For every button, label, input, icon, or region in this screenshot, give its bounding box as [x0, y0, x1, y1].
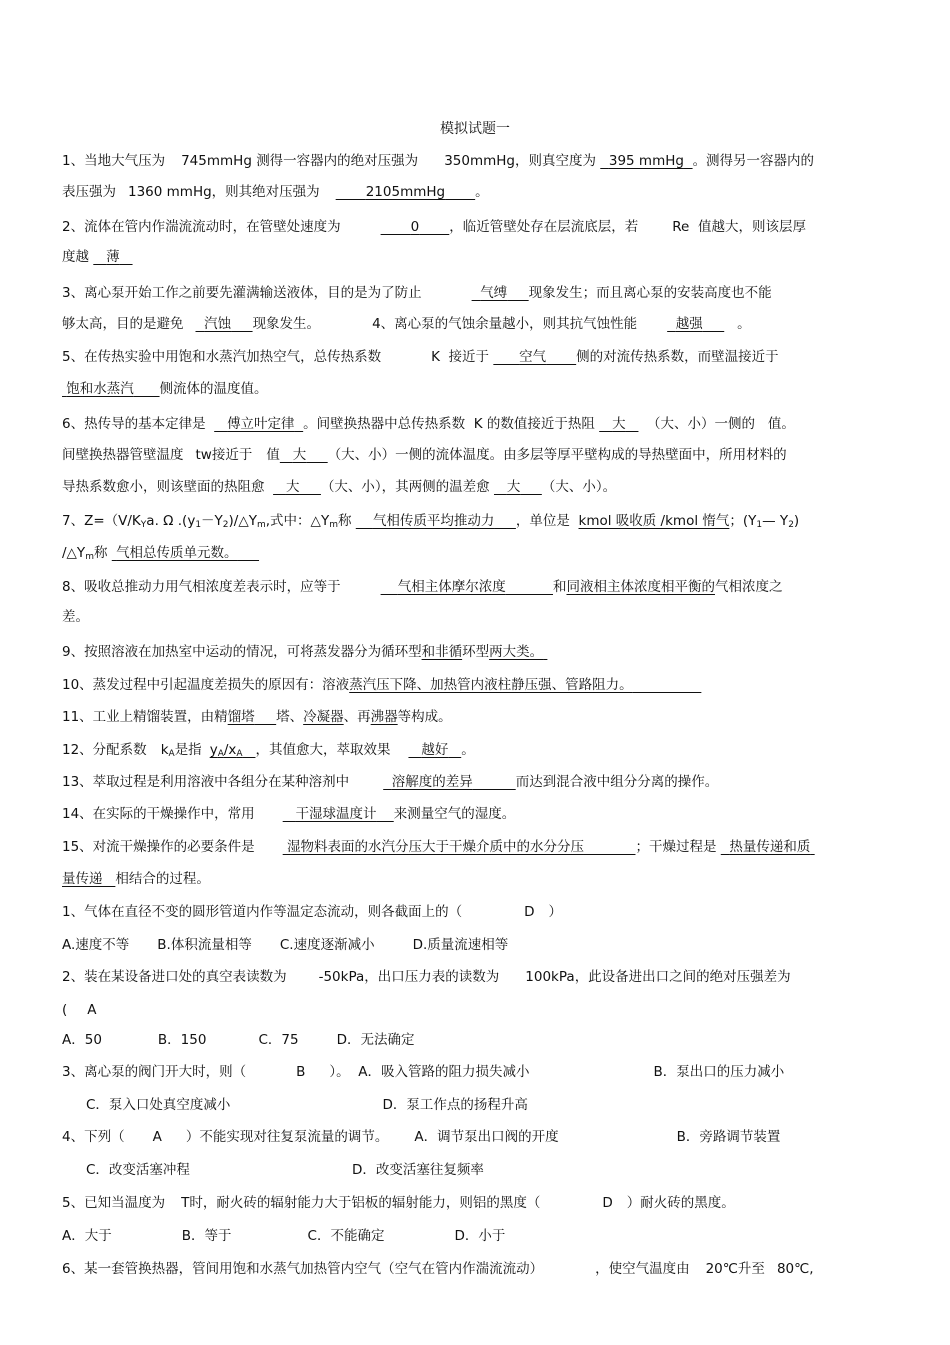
q2-text: ，临近管壁处存在层流底层，若: [449, 219, 639, 235]
answer-blank: 蒸汽压下降、加热管内液柱静压强、管路阻力。: [349, 677, 633, 693]
answer-blank: 冷凝器: [303, 709, 344, 725]
answer-blank: 越好: [421, 742, 449, 758]
answer-blank: 傅立叶定律: [227, 416, 295, 432]
q7-subscript: 1: [756, 520, 763, 530]
mc3-text: ）。: [329, 1064, 350, 1080]
q5-text: 侧流体的温度值。: [159, 381, 268, 397]
mc5-options: [62, 1227, 892, 1245]
mc3-option: B．泵出口的压力减小: [653, 1064, 785, 1080]
q8-text: 8、吸收总推动力用气相浓度差表示时，应等于: [62, 579, 341, 595]
mc2-text: 2、装在某设备进口处的真空表读数为: [62, 969, 287, 985]
q7-text: 7、Z=（V/K: [62, 513, 141, 529]
answer-blank: 2105mmHg: [365, 184, 446, 200]
q4-text: 。: [737, 316, 751, 332]
q3-text: 3、离心泵开始工作之前要先灌满输送液体，目的是为了防止: [62, 285, 422, 301]
mc4-options: [62, 1161, 892, 1179]
answer-blank: 薄: [106, 249, 120, 265]
q2-text: 度越: [62, 249, 89, 265]
q15-line1: [62, 838, 892, 856]
mc6-text: 6、某一套管换热器，管间用饱和水蒸气加热管内空气（空气在管内作湍流流动）: [62, 1261, 544, 1277]
mc5-text: 时，耐火砖的辐射能力大于铝板的辐射能力，则铝的黑度（: [189, 1195, 541, 1211]
page-title: 模拟试题一: [440, 121, 510, 137]
mc3-question: [62, 1063, 892, 1081]
q12-subscript: A: [168, 749, 175, 759]
answer-blank: 溶解度的差异: [391, 774, 473, 790]
q6-line3: [62, 478, 892, 496]
q6-text: K: [473, 416, 483, 432]
q10-text: 10、蒸发过程中引起温度差损失的原因有：溶液: [62, 677, 350, 693]
answer-blank: 气缚: [480, 285, 508, 301]
mc5-option: A．大于: [62, 1228, 112, 1244]
q15-text: ；干燥过程是: [635, 839, 717, 855]
q13-line: [62, 773, 892, 791]
q6-text: （大、小），其两侧的温差愈: [320, 479, 490, 495]
q5-line2: [62, 380, 892, 398]
mc4-option: A．调节泵出口阀的开度: [414, 1129, 559, 1145]
mc2-answer-line: [62, 1001, 892, 1019]
answer-blank: 沸器: [370, 709, 398, 725]
mc3-option: C．泵入口处真空度减小: [86, 1097, 231, 1113]
mc4-question: [62, 1128, 892, 1146]
mc5-text: ）耐火砖的黑度。: [626, 1195, 735, 1211]
mc2-text: ，此设备进出口之间的绝对压强差为: [574, 969, 791, 985]
q10-line: [62, 676, 892, 694]
q1-line2: [62, 183, 892, 201]
q6-text: 6、热传导的基本定律是: [62, 416, 206, 432]
q2-text: 2、流体在管内作湍流流动时，在管壁处速度为: [62, 219, 341, 235]
mc3-text: 3、离心泵的阀门开大时，则（: [62, 1064, 247, 1080]
q8-text: 和: [552, 579, 567, 595]
q7-text: — Y: [762, 513, 789, 529]
q1-value: 350mmHg: [444, 153, 515, 169]
q7-text: ；(Y: [729, 513, 757, 529]
q7-text: /△Y: [62, 545, 86, 561]
answer-blank: 大: [506, 479, 521, 495]
q7-subscript: m: [329, 520, 338, 530]
mc2-option: D．无法确定: [336, 1032, 415, 1048]
answer-blank: 饱和水蒸汽: [66, 381, 134, 397]
mc6-text: 20℃升至: [705, 1261, 765, 1277]
q15-text: 相结合的过程。: [115, 871, 210, 887]
q1-line1: [62, 152, 892, 170]
answer-blank: 气相主体摩尔浓度: [397, 579, 506, 595]
q6-text: 接近于: [211, 447, 253, 463]
q12-text: ，其值愈大，萃取效果: [255, 742, 391, 758]
mc4-option: C．改变活塞冲程: [86, 1162, 190, 1178]
q5-text: 侧的对流传热系数，而壁温接近于: [576, 349, 779, 365]
mc1-options: [62, 936, 892, 954]
q7-subscript: m: [256, 520, 266, 530]
mc1-question: [62, 903, 892, 921]
mc2-text: (: [62, 1002, 68, 1018]
mc1-option: B.体积流量相等: [157, 937, 252, 953]
mc4-option: B．旁路调节装置: [676, 1129, 781, 1145]
mc1-text: ）: [548, 904, 562, 920]
mc1-option: D.质量流速相等: [412, 937, 509, 953]
q11-text: 等构成。: [397, 709, 452, 725]
q5-text: 5、在传热实验中用饱和水蒸汽加热空气，总传热系数: [62, 349, 382, 365]
mc2-option: A．50: [62, 1032, 102, 1048]
q7-subscript: m: [85, 552, 94, 562]
q6-line1: [62, 415, 892, 433]
answer-blank: 大: [612, 416, 626, 432]
mc3-options: [62, 1096, 892, 1114]
q1-text: 。: [475, 184, 489, 200]
q9-text: 环型: [462, 644, 490, 660]
mc1-option: C.速度逐渐减小: [279, 937, 375, 953]
mc4-text: ）不能实现对往复泵流量的调节。: [185, 1129, 389, 1145]
q7-subscript: Y: [140, 520, 147, 530]
q1-text: 1、当地大气压为: [62, 153, 166, 169]
q3-line1: [62, 284, 892, 302]
answer-blank: 馏塔: [227, 709, 255, 725]
mc5-question: [62, 1194, 892, 1212]
q11-line: [62, 708, 892, 726]
q1-value: 745mmHg: [181, 153, 252, 169]
q6-text: 的数值接近于热阻: [486, 416, 595, 432]
q6-line2: [62, 446, 892, 464]
answer-blank: 干湿球温度计: [295, 806, 377, 822]
q13-text: 而达到混合液中组分分离的操作。: [515, 774, 719, 790]
mc4-text: 4、下列（: [62, 1129, 125, 1145]
q1-text: 测得一容器内的绝对压强为: [256, 153, 419, 169]
q7-line2: [62, 544, 892, 562]
q9-line: [62, 643, 892, 661]
mc5-option: D．小于: [454, 1228, 506, 1244]
mc1-text: 1、气体在直径不变的圆形管道内作等温定态流动，则各截面上的（: [62, 904, 463, 920]
q2-line1: [62, 218, 892, 236]
q6-text: 值。: [767, 416, 795, 432]
mc2-options: [62, 1031, 892, 1049]
answer-blank: kmol 吸收质 /kmol 惰气: [578, 513, 730, 529]
q11-text: 11、工业上精馏装置，由精: [62, 709, 228, 725]
q4-text: 4、离心泵的气蚀余量越小，则其抗气蚀性能: [372, 316, 638, 332]
answer-blank: 量传递: [62, 871, 103, 887]
q2-text: Re: [672, 219, 690, 235]
mc5-answer: D: [602, 1195, 613, 1211]
q6-text: 间壁换热器管壁温度: [62, 447, 184, 463]
q12-text: 12、分配系数: [62, 742, 147, 758]
q7-text: a. Ω .(y: [146, 513, 196, 529]
answer-blank: 大: [285, 479, 300, 495]
q1-text: ，则其绝对压强为: [211, 184, 320, 200]
answer-blank: 395 mmHg: [608, 153, 684, 169]
mc2-value: 100kPa: [525, 969, 575, 985]
q1-text: 。测得另一容器内的: [692, 153, 815, 169]
q7-subscript: 2: [788, 520, 794, 530]
mc2-option: C．75: [258, 1032, 299, 1048]
q3-text: 现象发生；而且离心泵的安装高度也不能: [528, 285, 772, 301]
answer-blank: 气相传质平均推动力: [372, 513, 495, 529]
q14-text: 14、在实际的干燥操作中，常用: [62, 806, 255, 822]
mc2-question: [62, 968, 892, 986]
q7-subscript: 1: [195, 520, 202, 530]
q5-text: K: [431, 349, 440, 365]
q6-text: 导热系数愈小，则该壁面的热阻愈: [62, 479, 265, 495]
q7-text: 称: [93, 545, 108, 561]
q7-text: )/△Y: [228, 513, 257, 529]
answer-blank: 气相总传质单元数。: [116, 545, 238, 561]
q6-text: tw: [195, 447, 212, 463]
answer-blank: 两大类。: [489, 644, 544, 660]
q6-text: （大、小）一侧的流体温度。由多层等厚平壁构成的导热壁面中，所用材料的: [327, 447, 787, 463]
q5-line1: [62, 348, 892, 366]
q14-text: 来测量空气的湿度。: [393, 806, 516, 822]
mc2-value: -50kPa: [318, 969, 365, 985]
q8-line1: [62, 578, 892, 596]
q3-text: 现象发生。: [252, 316, 321, 332]
q6-text: （大、小）。: [541, 479, 617, 495]
q7-subscript: 2: [222, 520, 229, 530]
q15-line2: [62, 870, 892, 888]
q7-text: 称: [337, 513, 352, 529]
q3-text: 够太高，目的是避免: [62, 316, 184, 332]
mc2-answer: A: [87, 1002, 97, 1018]
q12-text: 。: [461, 742, 475, 758]
mc6-text: ，使空气温度由: [595, 1261, 690, 1277]
mc5-option: C．不能确定: [307, 1228, 385, 1244]
q12-text: 是指: [174, 742, 202, 758]
mc1-option: A.速度不等: [62, 937, 130, 953]
mc3-answer: B: [296, 1064, 306, 1080]
q14-line: [62, 805, 892, 823]
answer-blank: 和非循: [421, 644, 463, 660]
mc4-answer: A: [152, 1129, 162, 1145]
q6-text: 。间壁换热器中总传热系数: [303, 416, 466, 432]
answer-blank: 越强: [675, 316, 703, 332]
q8-line2: [62, 608, 892, 626]
q3-line2: [62, 315, 892, 333]
q6-text: （大、小）一侧的: [647, 416, 756, 432]
q11-text: 、再: [343, 709, 371, 725]
q7-text: ): [793, 513, 800, 529]
answer-blank: 空气: [519, 349, 547, 365]
answer-blank: 热量传递和质: [729, 839, 811, 855]
mc3-option: A．吸入管路的阻力损失减小: [358, 1064, 530, 1080]
answer-blank: $y_A/x_A$: [209, 742, 243, 759]
q8-text: 气相浓度之: [714, 579, 783, 595]
q7-text: ，单位是: [515, 513, 570, 529]
q12-text: k: [160, 742, 169, 758]
q2-text: 值越大，则该层厚: [697, 219, 806, 235]
mc2-option: B．150: [157, 1032, 207, 1048]
mc3-option: D．泵工作点的扬程升高: [382, 1097, 528, 1113]
mc5-text: T: [181, 1195, 190, 1211]
answer-blank: 大: [292, 447, 307, 463]
q1-text: ，则真空度为: [514, 153, 596, 169]
q11-text: 塔、: [276, 709, 304, 725]
q2-line2: [62, 248, 892, 266]
q13-text: 13、萃取过程是利用溶液中各组分在某种溶剂中: [62, 774, 350, 790]
q15-text: 15、对流干燥操作的必要条件是: [62, 839, 255, 855]
q1-value: 1360 mmHg: [128, 184, 212, 200]
q12-line: [62, 741, 892, 759]
mc4-option: D．改变活塞往复频率: [351, 1162, 484, 1178]
mc5-option: B．等于: [181, 1228, 232, 1244]
mc5-text: 5、已知当温度为: [62, 1195, 166, 1211]
mc1-answer: D: [524, 904, 535, 920]
q8-text: 差。: [62, 609, 89, 625]
q6-text: 值: [266, 447, 280, 463]
mc2-text: ，出口压力表的读数为: [364, 969, 500, 985]
q1-text: 表压强为: [62, 184, 116, 200]
answer-blank: 汽蚀: [204, 316, 232, 332]
q7-line1: [62, 512, 892, 530]
answer-blank: 湿物料表面的水汽分压大于干燥介质中的水分分压: [286, 839, 584, 855]
mc6-text: 80℃,: [776, 1261, 814, 1277]
q7-text: ,式中：△Y: [265, 513, 330, 529]
q5-text: 接近于: [448, 349, 490, 365]
answer-blank: 同液相主体浓度相平衡的: [566, 579, 715, 595]
mc6-question: [62, 1260, 892, 1278]
q7-text: －Y: [201, 513, 223, 529]
q9-text: 9、按照溶液在加热室中运动的情况，可将蒸发器分为循环型: [62, 644, 422, 660]
answer-blank: 0: [410, 219, 420, 235]
